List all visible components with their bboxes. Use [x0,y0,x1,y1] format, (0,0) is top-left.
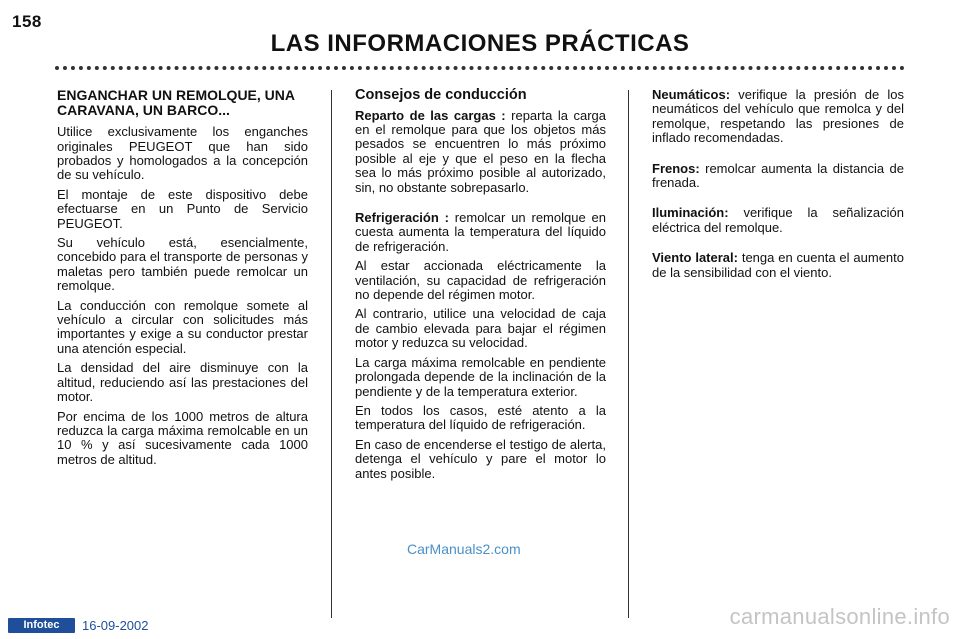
paragraph: Al estar accionada eléctricamente la ventilación, su capacidad de refrigeración no depende del régimen motor. [355,258,606,303]
watermark-site: carmanualsonline.info [729,604,950,629]
paragraph-tyres [652,88,904,146]
text-brakes: remolcar aumenta la distancia de frenada. [652,160,904,191]
column-checks [652,88,904,285]
text-tyres: verifique la presión de los neumáticos del vehículo que remolca y del remolque, respetando las presiones de inflado recomendadas. [652,87,904,146]
paragraph: Su vehículo está, esencialmente, concebido para el transporte de personas y maletas pero también puede remolcar un remolque. [57,235,308,294]
paragraph: En todos los casos, esté atento a la temperatura del líquido de refrigeración. [355,402,606,433]
term-lighting: Iluminación: [652,205,729,221]
column-towing [57,88,308,472]
paragraph: La densidad del aire disminuye con la altitud, reduciendo así las prestaciones del motor. [57,360,308,405]
term-load-distribution: Reparto de las cargas : [355,107,506,123]
term-tyres: Neumáticos: [652,87,731,102]
paragraph: Al contrario, utilice una velocidad de caja de cambio elevada para bajar el régimen motor y reduzca su velocidad. [355,306,606,351]
section-title-driving-advice: Consejos de conducción [355,87,527,103]
term-cooling: Refrigeración : [355,210,449,226]
paragraph: La carga máxima remolcable en pendiente prolongada depende de la inclinación de la pendiente y de la temperatura exterior. [355,354,606,399]
infotec-logo: Infotec [8,618,75,633]
page-title: LAS INFORMACIONES PRÁCTICAS [270,30,690,57]
term-brakes: Frenos: [652,160,700,176]
column-divider [628,90,629,618]
paragraph: Por encima de los 1000 metros de altura reduzca la carga máxima remolcable en un 10 % y así sucesivamente cada 1000 metros de altitud. [57,408,308,467]
paragraph-crosswind [652,251,904,280]
paragraph: Utilice exclusivamente los enganches originales PEUGEOT que han sido probados y homologados a la concepción de su vehículo. [57,124,308,183]
paragraph-cooling [355,211,606,254]
paragraph-brakes [652,162,904,191]
text-load-distribution: reparta la carga en el remolque para que los objetos más pesados se encuentren lo más próximo posible al eje y que el peso en la flecha sea lo más próximo posible al autorizado, sin, no obstante sobrepasarlo. [355,107,606,195]
paragraph: La conducción con remolque somete al vehículo a circular con solicitudes más importantes y exige a su conductor prestar una atención especial. [57,297,308,356]
text-cooling: remolcar un remolque en cuesta aumenta la temperatura del líquido de refrigeración. [355,210,606,254]
column-divider [331,90,332,618]
paragraph: El montaje de este dispositivo debe efectuarse en un Punto de Servicio PEUGEOT. [57,186,308,231]
dotted-divider [55,66,905,70]
paragraph-lighting [652,206,904,235]
page-number: 158 [12,12,42,31]
section-title-towing: ENGANCHAR UN REMOLQUE, UNA CARAVANA, UN BARCO... [57,87,295,118]
term-crosswind: Viento lateral: [652,250,738,266]
column-driving-advice [355,88,606,486]
text-crosswind: tenga en cuenta el aumento de la sensibilidad con el viento. [652,250,904,280]
watermark-link: CarManuals2.com [407,541,521,557]
text-lighting: verifique la señalización eléctrica del remolque. [652,205,904,235]
paragraph: En caso de encenderse el testigo de alerta, detenga el vehículo y pare el motor lo antes posible. [355,436,606,481]
footer-date: 16-09-2002 [82,618,149,633]
paragraph-load-distribution [355,109,606,195]
